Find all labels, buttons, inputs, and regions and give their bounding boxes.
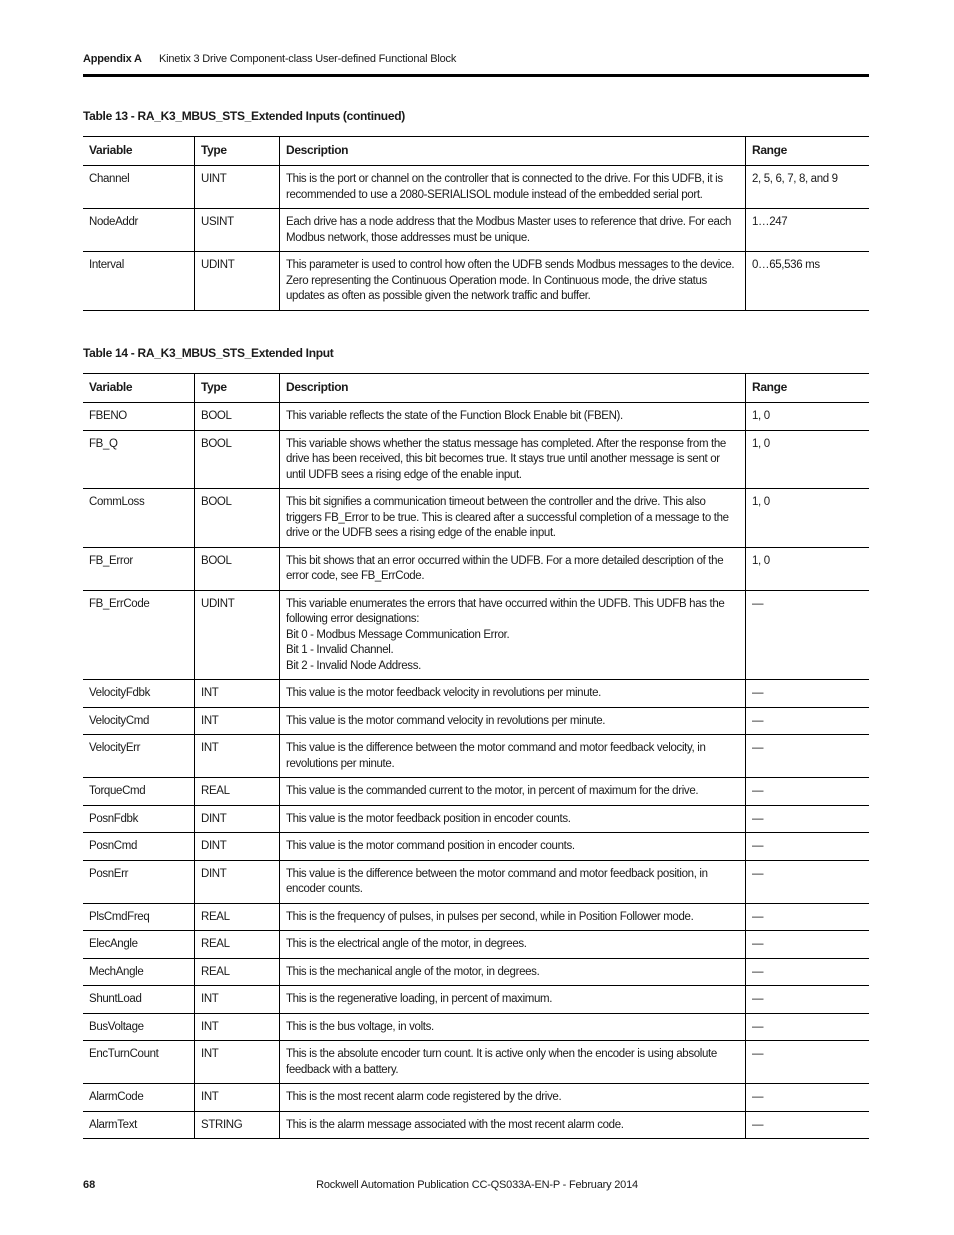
cell-type: UDINT xyxy=(195,252,280,311)
table-13-caption: Table 13 - RA_K3_MBUS_STS_Extended Inputs (continued) xyxy=(83,109,405,123)
cell-type: REAL xyxy=(195,778,280,806)
cell-description: Each drive has a node address that the Modbus Master uses to reference that drive. For each Modbus network, those addresses must be unique. xyxy=(280,209,746,252)
column-header-range: Range xyxy=(746,374,870,403)
cell-variable: PosnCmd xyxy=(83,833,195,861)
column-header-variable: Variable xyxy=(83,137,195,166)
cell-description: This is the regenerative loading, in percent of maximum. xyxy=(280,986,746,1014)
table-row xyxy=(83,1013,869,1041)
column-header-description: Description xyxy=(280,137,746,166)
cell-type: UDINT xyxy=(195,590,280,680)
cell-type: INT xyxy=(195,735,280,778)
cell-variable: NodeAddr xyxy=(83,209,195,252)
cell-type: REAL xyxy=(195,903,280,931)
table-row xyxy=(83,707,869,735)
table-14 xyxy=(83,373,869,1139)
cell-type: INT xyxy=(195,986,280,1014)
cell-range: — xyxy=(746,931,870,959)
cell-variable: AlarmCode xyxy=(83,1084,195,1112)
cell-range: — xyxy=(746,680,870,708)
cell-type: INT xyxy=(195,1084,280,1112)
column-header-type: Type xyxy=(195,374,280,403)
cell-range: — xyxy=(746,833,870,861)
cell-type: DINT xyxy=(195,860,280,903)
table-row xyxy=(83,680,869,708)
cell-type: INT xyxy=(195,707,280,735)
cell-range: 1, 0 xyxy=(746,547,870,590)
cell-variable: FB_ErrCode xyxy=(83,590,195,680)
publication-footer: Rockwell Automation Publication CC-QS033A-EN-P - February 2014 xyxy=(316,1179,638,1191)
cell-variable: PosnErr xyxy=(83,860,195,903)
cell-description: This is the frequency of pulses, in pulses per second, while in Position Follower mode. xyxy=(280,903,746,931)
cell-description: This is the alarm message associated with the most recent alarm code. xyxy=(280,1111,746,1139)
table-row xyxy=(83,1111,869,1139)
cell-description: This value is the motor command velocity in revolutions per minute. xyxy=(280,707,746,735)
cell-description: This value is the difference between the motor command and motor feedback velocity, in revolutions per minute. xyxy=(280,735,746,778)
table-14-body xyxy=(83,403,869,1139)
table-row xyxy=(83,931,869,959)
table-row xyxy=(83,547,869,590)
cell-type: INT xyxy=(195,1041,280,1084)
cell-type: INT xyxy=(195,1013,280,1041)
table-row xyxy=(83,1041,869,1084)
table-row xyxy=(83,489,869,548)
cell-range: — xyxy=(746,735,870,778)
table-row xyxy=(83,590,869,680)
cell-type: REAL xyxy=(195,931,280,959)
cell-range: — xyxy=(746,590,870,680)
cell-variable: TorqueCmd xyxy=(83,778,195,806)
cell-type: INT xyxy=(195,680,280,708)
cell-variable: VelocityCmd xyxy=(83,707,195,735)
cell-type: USINT xyxy=(195,209,280,252)
cell-variable: Channel xyxy=(83,166,195,209)
cell-range: — xyxy=(746,860,870,903)
cell-range: 1…247 xyxy=(746,209,870,252)
cell-range: — xyxy=(746,903,870,931)
cell-range: — xyxy=(746,1111,870,1139)
cell-variable: ShuntLoad xyxy=(83,986,195,1014)
cell-range: — xyxy=(746,778,870,806)
chapter-title: Kinetix 3 Drive Component-class User-defined Functional Block xyxy=(159,53,457,65)
cell-variable: FB_Q xyxy=(83,430,195,489)
column-header-variable: Variable xyxy=(83,374,195,403)
cell-description: This value is the motor feedback position in encoder counts. xyxy=(280,805,746,833)
table-row xyxy=(83,833,869,861)
column-header-type: Type xyxy=(195,137,280,166)
table-row xyxy=(83,903,869,931)
column-header-description: Description xyxy=(280,374,746,403)
cell-description: This variable enumerates the errors that have occurred within the UDFB. This UDFB has the following error designations: Bit 0 - Modbus Message Communication Error. Bit 1 - Invalid Channel. Bit 2 - Invalid Node Address. xyxy=(280,590,746,680)
cell-variable: FBENO xyxy=(83,403,195,431)
cell-range: 1, 0 xyxy=(746,403,870,431)
cell-range: — xyxy=(746,707,870,735)
cell-description: This is the port or channel on the controller that is connected to the drive. For this UDFB, it is recommended to use a 2080-SERIALISOL module instead of the embedded serial port. xyxy=(280,166,746,209)
cell-type: DINT xyxy=(195,833,280,861)
cell-type: STRING xyxy=(195,1111,280,1139)
cell-description: This variable shows whether the status message has completed. After the response from the drive has been received, this bit becomes true. It stays true until another message is sent or until UDFB sees a rising edge of the enable input. xyxy=(280,430,746,489)
table-row xyxy=(83,403,869,431)
cell-range: 1, 0 xyxy=(746,430,870,489)
table-row xyxy=(83,986,869,1014)
table-row xyxy=(83,166,869,209)
cell-variable: EncTurnCount xyxy=(83,1041,195,1084)
appendix-label: Appendix A xyxy=(83,53,142,65)
table-13-body xyxy=(83,166,869,311)
cell-description: This bit signifies a communication timeout between the controller and the drive. This also triggers FB_Error to be true. This is cleared after a successful completion of a message to the drive or the UDFB sees a rising edge of the enable input. xyxy=(280,489,746,548)
page-number: 68 xyxy=(83,1179,96,1191)
table-row xyxy=(83,958,869,986)
table-row xyxy=(83,735,869,778)
cell-variable: MechAngle xyxy=(83,958,195,986)
cell-range: — xyxy=(746,1041,870,1084)
cell-range: 0…65,536 ms xyxy=(746,252,870,311)
cell-variable: PosnFdbk xyxy=(83,805,195,833)
table-row xyxy=(83,805,869,833)
cell-range: 2, 5, 6, 7, 8, and 9 xyxy=(746,166,870,209)
table-14-caption: Table 14 - RA_K3_MBUS_STS_Extended Input xyxy=(83,346,334,360)
cell-range: — xyxy=(746,986,870,1014)
table-row xyxy=(83,778,869,806)
cell-variable: FB_Error xyxy=(83,547,195,590)
cell-type: BOOL xyxy=(195,430,280,489)
cell-range: — xyxy=(746,1084,870,1112)
table-row xyxy=(83,860,869,903)
cell-description: This parameter is used to control how often the UDFB sends Modbus messages to the device. Zero representing the Continuous Operation mode. In Continuous mode, the drive status updates as often as possible given the network traffic and buffer. xyxy=(280,252,746,311)
cell-description: This is the electrical angle of the motor, in degrees. xyxy=(280,931,746,959)
table-header-row xyxy=(83,374,869,403)
cell-variable: ElecAngle xyxy=(83,931,195,959)
table-13 xyxy=(83,136,869,311)
column-header-range: Range xyxy=(746,137,870,166)
cell-description: This value is the difference between the motor command and motor feedback position, in encoder counts. xyxy=(280,860,746,903)
cell-variable: CommLoss xyxy=(83,489,195,548)
cell-variable: PlsCmdFreq xyxy=(83,903,195,931)
cell-description: This variable reflects the state of the Function Block Enable bit (FBEN). xyxy=(280,403,746,431)
cell-description: This value is the motor feedback velocity in revolutions per minute. xyxy=(280,680,746,708)
cell-description: This value is the motor command position in encoder counts. xyxy=(280,833,746,861)
cell-type: DINT xyxy=(195,805,280,833)
cell-type: BOOL xyxy=(195,403,280,431)
cell-type: REAL xyxy=(195,958,280,986)
table-row xyxy=(83,1084,869,1112)
table-row xyxy=(83,430,869,489)
cell-description: This bit shows that an error occurred within the UDFB. For a more detailed description of the error code, see FB_ErrCode. xyxy=(280,547,746,590)
page-header xyxy=(83,53,869,75)
cell-variable: Interval xyxy=(83,252,195,311)
cell-description: This is the mechanical angle of the motor, in degrees. xyxy=(280,958,746,986)
header-rule xyxy=(83,74,869,77)
table-row xyxy=(83,252,869,311)
table-header-row xyxy=(83,137,869,166)
cell-description: This value is the commanded current to the motor, in percent of maximum for the drive. xyxy=(280,778,746,806)
cell-range: 1, 0 xyxy=(746,489,870,548)
cell-variable: VelocityErr xyxy=(83,735,195,778)
cell-variable: AlarmText xyxy=(83,1111,195,1139)
cell-type: BOOL xyxy=(195,547,280,590)
cell-description: This is the absolute encoder turn count. It is active only when the encoder is using absolute feedback with a battery. xyxy=(280,1041,746,1084)
cell-description: This is the bus voltage, in volts. xyxy=(280,1013,746,1041)
cell-variable: VelocityFdbk xyxy=(83,680,195,708)
cell-range: — xyxy=(746,805,870,833)
cell-variable: BusVoltage xyxy=(83,1013,195,1041)
cell-range: — xyxy=(746,958,870,986)
cell-type: UINT xyxy=(195,166,280,209)
cell-type: BOOL xyxy=(195,489,280,548)
table-row xyxy=(83,209,869,252)
cell-range: — xyxy=(746,1013,870,1041)
cell-description: This is the most recent alarm code registered by the drive. xyxy=(280,1084,746,1112)
